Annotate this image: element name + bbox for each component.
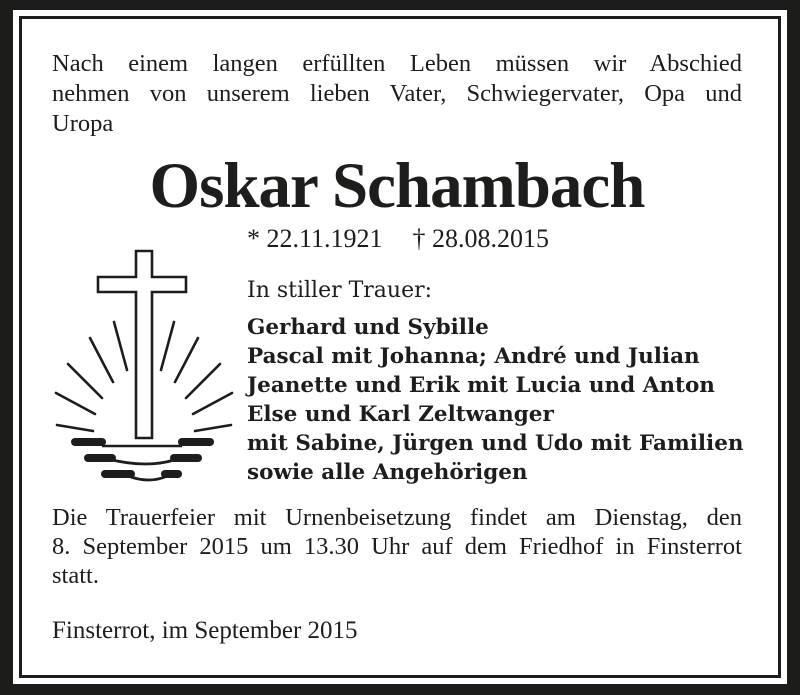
mourners-list — [247, 313, 742, 487]
emblem-and-mourners-row — [52, 224, 742, 489]
mourner-line: Pascal mit Johanna; André und Julian — [247, 344, 700, 369]
intro-paragraph — [52, 49, 742, 139]
intro-line: Uropa — [52, 110, 114, 137]
mourner-line: Gerhard und Sybille — [247, 315, 489, 340]
intro-line: Nach einem langen erfüllten Leben müssen wir Abschied — [52, 50, 742, 77]
dates-and-mourners-column — [247, 224, 742, 489]
notice-white-margin — [13, 10, 787, 684]
cross-sunrise-emblem-icon — [52, 237, 247, 489]
birth-date: * 22.11.1921 — [247, 224, 383, 253]
mourner-line: Jeanette und Erik mit Lucia und Anton — [247, 373, 715, 398]
water-lines — [75, 442, 210, 480]
mourner-line: Else und Karl Zeltwanger — [247, 402, 554, 427]
funeral-info-paragraph — [52, 503, 742, 590]
obituary-card — [19, 16, 781, 678]
funeral-line: Die Trauerfeier mit Urnenbeisetzung findet am Dienstag, den — [52, 504, 742, 531]
cross-icon — [98, 251, 186, 438]
place-date-line: Finsterrot, im September 2015 — [52, 617, 358, 644]
emblem-container — [52, 224, 247, 489]
intro-line: nehmen von unserem lieben Vater, Schwiegervater, Opa und — [52, 80, 742, 107]
mourner-line: sowie alle Angehörigen — [247, 460, 528, 485]
life-dates — [247, 224, 742, 254]
funeral-line: 8. September 2015 um 13.30 Uhr auf dem Friedhof in Finsterrot — [52, 533, 742, 560]
funeral-line: statt. — [52, 562, 99, 589]
death-date: † 28.08.2015 — [412, 224, 550, 253]
mourning-label: In stiller Trauer: — [247, 278, 433, 303]
mourner-line: mit Sabine, Jürgen und Udo mit Familien — [247, 431, 744, 456]
deceased-name: Oskar Schambach — [149, 150, 645, 222]
